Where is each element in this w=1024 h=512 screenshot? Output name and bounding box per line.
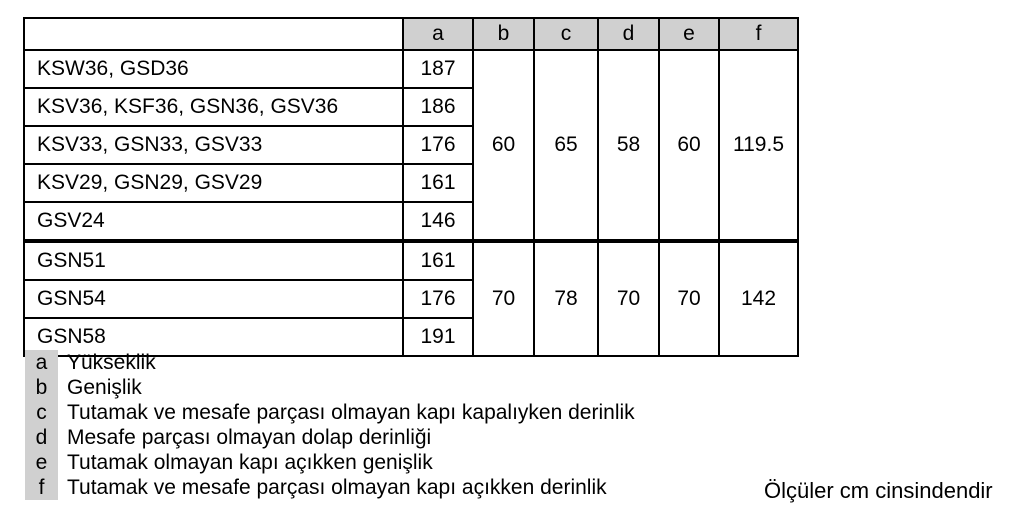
value-cell-a: 176 xyxy=(403,280,473,318)
legend-label: Yükseklik xyxy=(67,350,156,374)
dimension-legend xyxy=(25,350,635,500)
legend-key: b xyxy=(25,375,58,400)
model-cell: KSV33, GSN33, GSV33 xyxy=(24,126,403,164)
value-cell-a: 187 xyxy=(403,50,473,88)
legend-item-e xyxy=(25,450,635,475)
legend-item-a xyxy=(25,350,635,375)
value-cell-a: 161 xyxy=(403,164,473,202)
header-cell-a: a xyxy=(403,18,473,50)
value-cell-e: 60 xyxy=(659,50,719,241)
header-cell-c: c xyxy=(534,18,598,50)
legend-label: Mesafe parçası olmayan dolap derinliği xyxy=(67,425,432,449)
header-cell-empty xyxy=(24,18,403,50)
model-cell: GSN51 xyxy=(24,241,403,280)
value-cell-c: 78 xyxy=(534,241,598,356)
value-cell-d: 58 xyxy=(598,50,659,241)
value-cell-a: 186 xyxy=(403,88,473,126)
table-header-row xyxy=(24,18,798,50)
value-cell-a: 161 xyxy=(403,241,473,280)
model-cell: GSN54 xyxy=(24,280,403,318)
model-cell: KSV29, GSN29, GSV29 xyxy=(24,164,403,202)
legend-label: Tutamak ve mesafe parçası olmayan kapı açıkken derinlik xyxy=(67,475,607,499)
legend-label: Tutamak ve mesafe parçası olmayan kapı kapalıyken derinlik xyxy=(67,400,635,424)
value-cell-a: 176 xyxy=(403,126,473,164)
value-cell-e: 70 xyxy=(659,241,719,356)
value-cell-a: 191 xyxy=(403,318,473,356)
legend-key: c xyxy=(25,400,58,425)
value-cell-f: 142 xyxy=(719,241,798,356)
legend-label: Tutamak olmayan kapı açıkken genişlik xyxy=(67,450,433,474)
header-cell-d: d xyxy=(598,18,659,50)
value-cell-f: 119.5 xyxy=(719,50,798,241)
header-cell-e: e xyxy=(659,18,719,50)
legend-item-b xyxy=(25,375,635,400)
model-cell: KSV36, KSF36, GSN36, GSV36 xyxy=(24,88,403,126)
model-cell: KSW36, GSD36 xyxy=(24,50,403,88)
header-cell-f: f xyxy=(719,18,798,50)
table-row xyxy=(24,241,798,280)
legend-key: d xyxy=(25,425,58,450)
legend-label: Genişlik xyxy=(67,375,142,399)
model-cell: GSV24 xyxy=(24,202,403,241)
legend-item-d xyxy=(25,425,635,450)
legend-key: a xyxy=(25,350,58,375)
units-footnote: Ölçüler cm cinsindendir xyxy=(764,478,993,503)
value-cell-b: 70 xyxy=(473,241,534,356)
header-cell-b: b xyxy=(473,18,534,50)
model-cell: GSN58 xyxy=(24,318,403,356)
value-cell-d: 70 xyxy=(598,241,659,356)
value-cell-a: 146 xyxy=(403,202,473,241)
legend-item-c xyxy=(25,400,635,425)
legend-item-f xyxy=(25,475,635,500)
legend-key: f xyxy=(25,475,58,500)
value-cell-b: 60 xyxy=(473,50,534,241)
dimensions-table xyxy=(23,17,799,357)
value-cell-c: 65 xyxy=(534,50,598,241)
table-row xyxy=(24,50,798,88)
legend-key: e xyxy=(25,450,58,475)
